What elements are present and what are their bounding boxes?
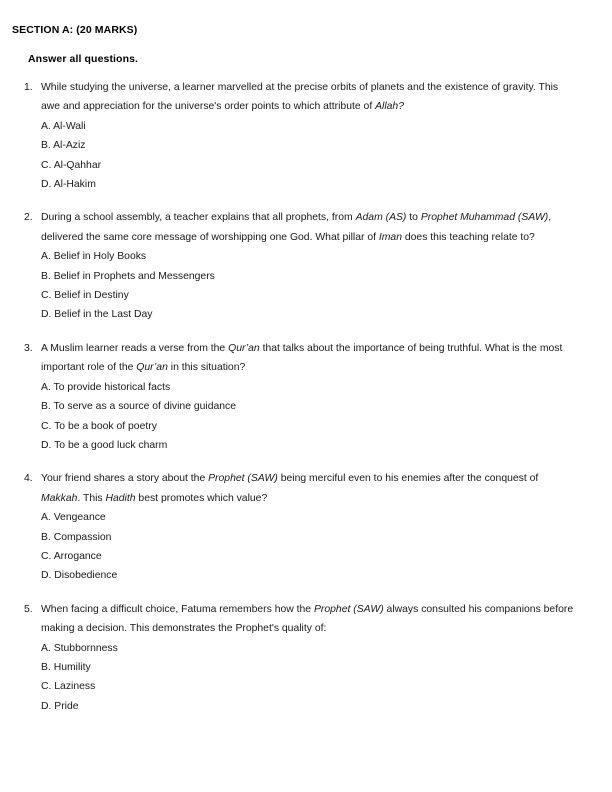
question-stem: While studying the universe, a learner marvelled at the precise orbits of planets and the existence of gravity. This awe and appreciation for the universe's order points to which attribute of Allah?	[41, 82, 559, 113]
question-list	[0, 78, 612, 730]
question-item	[0, 78, 612, 194]
option-item[interactable]: C. Arrogance	[41, 550, 102, 562]
option-item[interactable]: C. To be a book of poetry	[41, 420, 157, 432]
question-item	[0, 600, 612, 716]
question-number: 5.	[24, 603, 33, 615]
option-list	[41, 247, 578, 325]
question-number: 1.	[24, 82, 33, 93]
option-item[interactable]: C. Belief in Destiny	[41, 290, 129, 302]
option-item[interactable]: B. Al-Aziz	[41, 140, 86, 152]
question-number: 3.	[24, 342, 33, 354]
option-item[interactable]: B. To serve as a source of divine guidance	[41, 401, 237, 413]
option-item[interactable]: A. Belief in Holy Books	[41, 251, 147, 263]
option-list	[41, 639, 578, 717]
question-stem: When facing a difficult choice, Fatuma remembers how the Prophet (SAW) always consulted his companions before making a decision. This demonstrates the Prophet's quality of:	[41, 603, 574, 635]
option-item[interactable]: D. Belief in the Last Day	[41, 309, 153, 321]
option-item[interactable]: B. Compassion	[41, 531, 112, 543]
question-item	[0, 208, 612, 324]
option-item[interactable]: D. Pride	[41, 700, 79, 712]
option-list	[41, 378, 578, 456]
question-number: 2.	[24, 212, 33, 224]
option-item[interactable]: A. Al-Wali	[41, 120, 86, 132]
question-item	[0, 469, 612, 585]
question-stem: Your friend shares a story about the Prophet (SAW) being merciful even to his enemies after the conquest of Makkah. This Hadith best promotes which value?	[41, 473, 539, 504]
option-item[interactable]: A. To provide historical facts	[41, 381, 171, 393]
question-item	[0, 339, 612, 455]
section-heading: SECTION A: (20 MARKS)	[12, 24, 138, 36]
option-list	[41, 508, 578, 586]
instruction-text: Answer all questions.	[28, 53, 139, 65]
option-item[interactable]: B. Belief in Prophets and Messengers	[41, 270, 215, 282]
option-list	[41, 117, 578, 195]
question-stem: A Muslim learner reads a verse from the Qur’an that talks about the importance of being truthful. What is the most important role of the Qur’an in this situation?	[41, 342, 563, 374]
option-item[interactable]: D. To be a good luck charm	[41, 439, 168, 451]
question-number: 4.	[24, 473, 33, 485]
option-item[interactable]: B. Humility	[41, 661, 91, 673]
option-item[interactable]: D. Disobedience	[41, 570, 118, 582]
option-item[interactable]: A. Vengeance	[41, 512, 106, 524]
option-item[interactable]: A. Stubbornness	[41, 642, 118, 654]
option-item[interactable]: C. Laziness	[41, 681, 96, 693]
question-stem: During a school assembly, a teacher explains that all prophets, from Adam (AS) to Prophet Muhammad (SAW), delivered the same core message of worshipping one God. What pillar of Iman does this teaching relate to?	[41, 212, 552, 243]
option-item[interactable]: D. Al-Hakim	[41, 179, 96, 191]
option-item[interactable]: C. Al-Qahhar	[41, 159, 102, 171]
